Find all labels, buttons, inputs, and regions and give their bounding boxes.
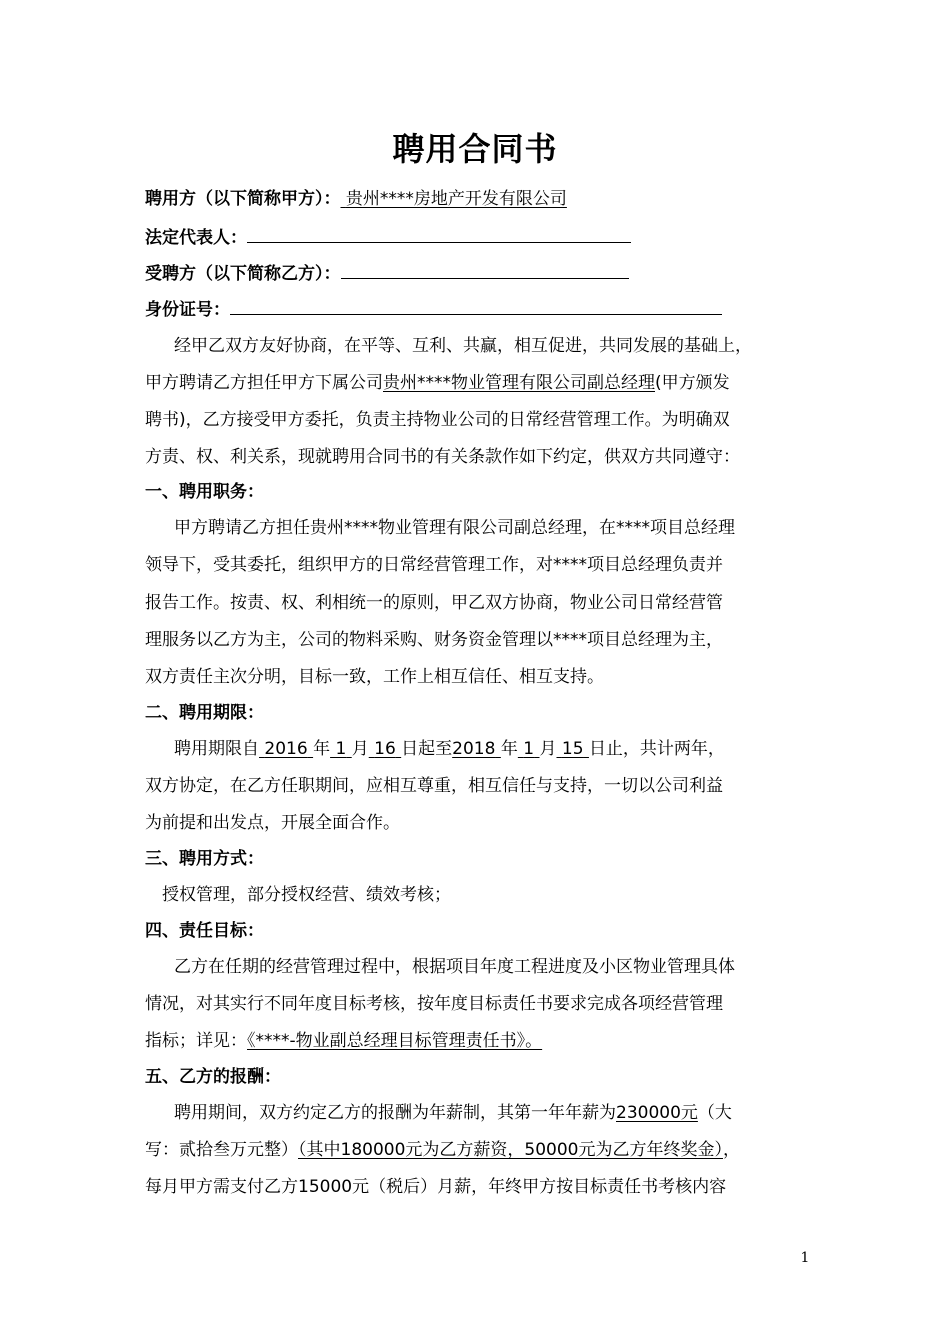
employee-label: 受聘方（以下简称乙方）： [145, 264, 341, 284]
salary-breakdown: （其中180000元为乙方薪资，50000元为乙方年终奖金） [298, 1140, 723, 1160]
section-4-line-2: 情况，对其实行不同年度目标考核，按年度目标责任书要求完成各项经营管理 [145, 994, 723, 1014]
section-5-heading: 五、乙方的报酬： [145, 1067, 281, 1087]
section-3-heading: 三、聘用方式： [145, 849, 264, 869]
employee-blank [341, 262, 629, 279]
section-2-line-3: 为前提和出发点，开展全面合作。 [145, 813, 400, 833]
legal-rep-blank [247, 226, 631, 243]
start-month: 1 [335, 739, 347, 759]
employer-line [145, 188, 567, 210]
section-1-heading: 一、聘用职务： [145, 482, 264, 502]
section-4-line-3: 指标；详见：《****-物业副总经理目标管理责任书》。 [145, 1031, 543, 1051]
intro-line-1: 经甲乙双方友好协商，在平等、互利、共赢，相互促进，共同发展的基础上， [174, 336, 752, 356]
section-1-line-3: 报告工作。按责、权、利相统一的原则，甲乙双方协商，物业公司日常经营管 [145, 593, 723, 613]
section-5-line-1: 聘用期间，双方约定乙方的报酬为年薪制，其第一年年薪为230000元（大 [174, 1103, 732, 1123]
section-1-line-5: 双方责任主次分明，目标一致，工作上相互信任、相互支持。 [145, 667, 604, 687]
subsidiary-company: 贵州****物业管理有限公司副总经理 [383, 373, 655, 393]
id-blank [230, 298, 722, 315]
intro-line-2: 甲方聘请乙方担任甲方下属公司贵州****物业管理有限公司副总经理(甲方颁发 [145, 373, 730, 393]
id-label: 身份证号： [145, 300, 230, 320]
end-month: 1 [523, 739, 535, 759]
id-number-line [145, 298, 722, 321]
intro-line-3: 聘书)，乙方接受甲方委托，负责主持物业公司的日常经营管理工作。为明确双 [145, 410, 730, 430]
section-4-line-1: 乙方在任期的经营管理过程中，根据项目年度工程进度及小区物业管理具体 [174, 957, 735, 977]
section-1-line-1: 甲方聘请乙方担任贵州****物业管理有限公司副总经理，在****项目总经理 [174, 518, 735, 538]
intro-line-4: 方责、权、利关系，现就聘用合同书的有关条款作如下约定，供双方共同遵守： [145, 447, 740, 467]
employer-label: 聘用方（以下简称甲方）： [145, 189, 341, 209]
annual-salary: 230000元 [616, 1103, 698, 1123]
page-number: 1 [800, 1250, 810, 1266]
section-1-line-2: 领导下，受其委托，组织甲方的日常经营管理工作，对****项目总经理负责并 [145, 555, 723, 575]
section-5-line-2: 写：贰拾叁万元整）（其中180000元为乙方薪资，50000元为乙方年终奖金）， [145, 1140, 740, 1160]
document-title: 聘用合同书 [392, 130, 558, 168]
section-5-line-3: 每月甲方需支付乙方15000元（税后）月薪，年终甲方按目标责任书考核内容 [145, 1177, 727, 1197]
section-4-heading: 四、责任目标： [145, 921, 264, 941]
start-year: 2016 [264, 739, 308, 759]
responsibility-document-link: 《****-物业副总经理目标管理责任书》。 [247, 1031, 543, 1051]
legal-rep-label: 法定代表人： [145, 228, 247, 248]
end-year: 2018 [452, 739, 496, 759]
section-2-line-1: 聘用期限自 2016 年 1 月 16 日起至2018 年 1 月 15 日止，共计两年， [174, 739, 725, 759]
employee-line [145, 262, 629, 285]
end-day: 15 [561, 739, 584, 759]
start-day: 16 [374, 739, 396, 759]
section-1-line-4: 理服务以乙方为主，公司的物料采购、财务资金管理以****项目总经理为主， [145, 630, 723, 650]
section-2-heading: 二、聘用期限： [145, 703, 264, 723]
legal-rep-line [145, 226, 631, 249]
section-2-line-2: 双方协定，在乙方任职期间，应相互尊重，相互信任与支持，一切以公司利益 [145, 776, 723, 796]
employer-value: 贵州****房地产开发有限公司 [345, 189, 567, 209]
section-3-line-1: 授权管理，部分授权经营、绩效考核； [162, 885, 451, 905]
